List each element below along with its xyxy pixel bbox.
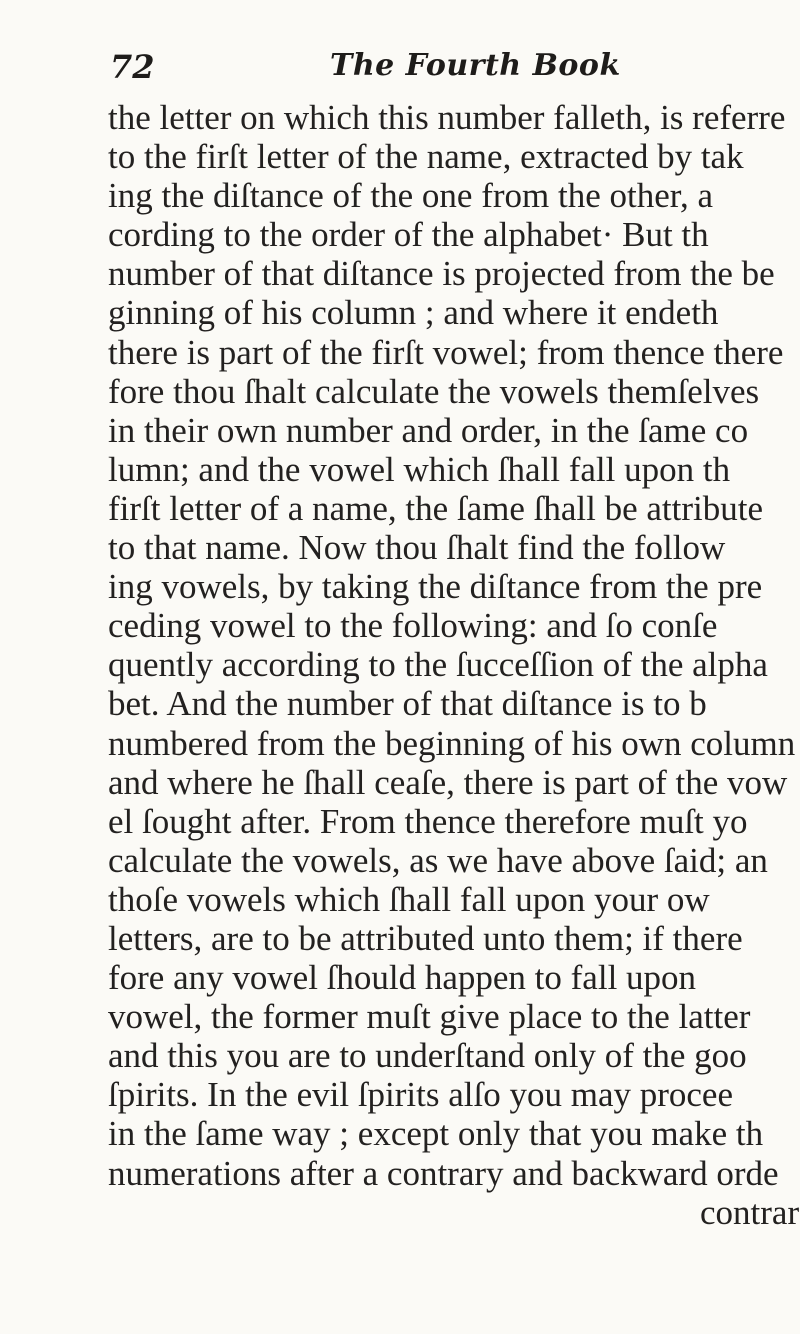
text-line: bet. And the number of that diſtance is to b bbox=[108, 684, 707, 724]
text-line: ginning of his column ; and where it endeth bbox=[108, 293, 719, 333]
text-line: numbered from the beginning of his own column bbox=[108, 723, 796, 763]
text-line: cording to the order of the alphabet· But th bbox=[108, 215, 709, 255]
text-line: there is part of the firſt vowel; from thence there bbox=[108, 332, 784, 372]
body-text bbox=[108, 98, 800, 1232]
text-line: fore any vowel ſhould happen to fall upon bbox=[108, 958, 697, 998]
text-line: and where he ſhall ceaſe, there is part of the vow bbox=[108, 762, 788, 802]
text-line: calculate the vowels, as we have above ſaid; an bbox=[108, 840, 768, 880]
text-line: lumn; and the vowel which ſhall fall upon th bbox=[108, 449, 731, 489]
text-line: ceding vowel to the following: and ſo conſe bbox=[108, 606, 718, 646]
text-line: vowel, the former muſt give place to the latter bbox=[108, 997, 751, 1037]
text-line: in the ſame way ; except only that you make th bbox=[108, 1114, 764, 1154]
text-line: to that name. Now thou ſhalt find the follow bbox=[108, 528, 726, 568]
text-line: firſt letter of a name, the ſame ſhall be attribute bbox=[108, 488, 764, 528]
text-line: fore thou ſhalt calculate the vowels themſelves bbox=[108, 371, 760, 411]
text-line: thoſe vowels which ſhall fall upon your ow bbox=[108, 879, 710, 919]
text-line: letters, are to be attributed unto them; if there bbox=[108, 918, 743, 958]
running-head bbox=[102, 44, 722, 92]
text-line: ing the diſtance of the one from the other, a bbox=[108, 176, 714, 216]
text-line: ing vowels, by taking the diſtance from the pre bbox=[108, 567, 763, 607]
text-line: the letter on which this number falleth, is referre bbox=[108, 98, 786, 137]
page-number: 72 bbox=[110, 48, 155, 86]
text-line: in their own number and order, in the ſame co bbox=[108, 410, 749, 450]
text-line: quently according to the ſucceſſion of the alpha bbox=[108, 645, 768, 685]
catchword: contrar bbox=[700, 1192, 800, 1232]
running-title: The Fourth Book bbox=[330, 48, 621, 83]
text-line: ſpirits. In the evil ſpirits alſo you may procee bbox=[108, 1075, 733, 1115]
text-line: number of that diſtance is projected from the be bbox=[108, 254, 775, 294]
text-line: and this you are to underſtand only of the goo bbox=[108, 1036, 747, 1076]
text-line: to the firſt letter of the name, extracted by tak bbox=[108, 137, 744, 177]
text-line: el ſought after. From thence therefore muſt yo bbox=[108, 801, 748, 841]
text-line: numerations after a contrary and backward orde bbox=[108, 1153, 779, 1193]
